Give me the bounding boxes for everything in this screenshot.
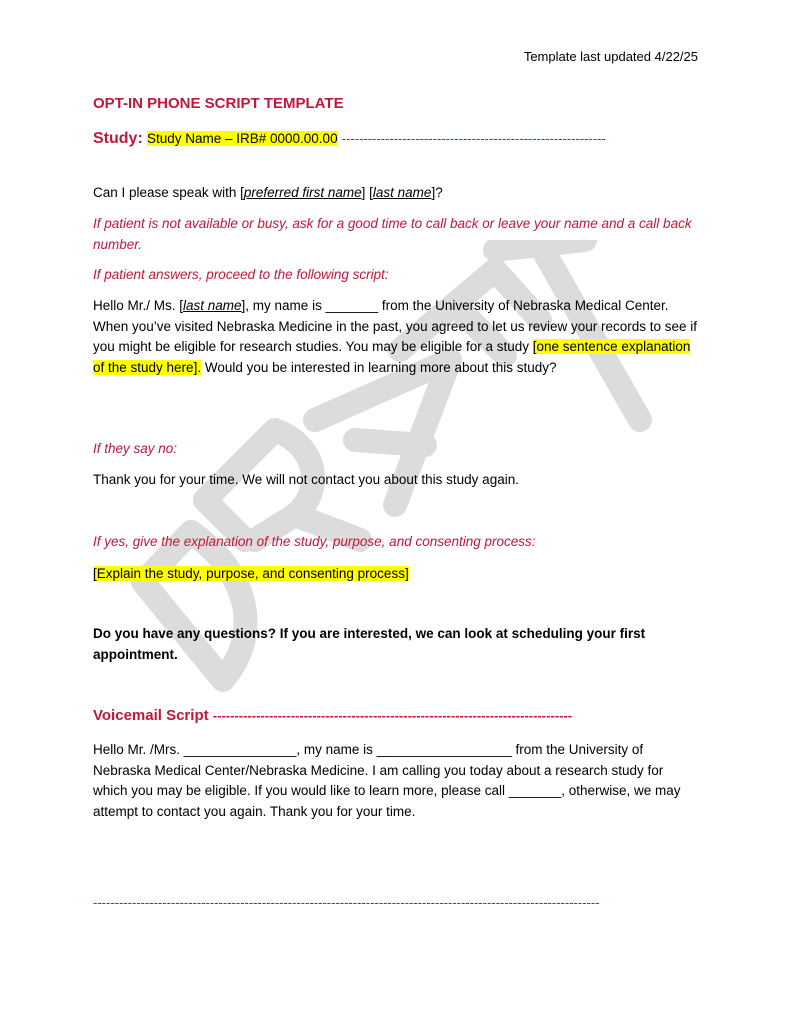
study-dashes: ------------------------------------------------------------- — [341, 131, 606, 146]
intro-part-2: ], my name is _______ from the University of Nebraska Medical Center. When you’ve visited Nebraska Medicine in the past, you agreed to let us review your records to see if you might be eligible for research studies. You may be eligible for a study — [93, 298, 698, 354]
study-explanation-placeholder: [one sentence explanation of the study here]. — [93, 339, 691, 375]
intro-part-1: Hello Mr./ Ms. [ — [93, 298, 184, 313]
opening-question — [93, 183, 698, 204]
intro-script — [93, 296, 698, 378]
opening-prefix: Can I please speak with [ — [93, 185, 244, 200]
study-name-field: Study Name – IRB# 0000.00.00 — [146, 131, 338, 146]
opening-suffix: ]? — [431, 185, 443, 200]
voicemail-heading: Voicemail Script — [93, 707, 209, 724]
explain-placeholder-line — [93, 564, 698, 585]
opening-mid: ] [ — [361, 185, 373, 200]
instruction-answers: If patient answers, proceed to the following script: — [93, 267, 389, 282]
instruction-not-available: If patient is not available or busy, ask for a good time to call back or leave your name and a call back number. — [93, 216, 692, 252]
preferred-first-name-placeholder: preferred first name — [243, 185, 362, 200]
voicemail-heading-line — [93, 707, 703, 724]
template-updated-date: Template last updated 4/22/25 — [523, 49, 698, 64]
voicemail-text: Hello Mr. /Mrs. _______________, my name is __________________ from the University of Nebraska Medical Center/Nebraska Medicine. I am calling you today about a research study for which you may be eligible. If you would like to learn more, please call _______, otherwise, we may attempt to contact you again. Thank you for your time. — [93, 742, 681, 819]
explain-placeholder: [Explain the study, purpose, and consenting process] — [93, 566, 409, 581]
no-response-text: Thank you for your time. We will not contact you about this study again. — [93, 472, 519, 487]
bottom-divider: --------------------------------------------------------------------------------------------------------------------- — [93, 895, 600, 910]
questions-text: Do you have any questions? If you are interested, we can look at scheduling your first appointment. — [93, 626, 646, 662]
voicemail-dashes: ----------------------------------------------------------------------------------- — [212, 708, 573, 723]
study-line — [93, 130, 703, 148]
last-name-placeholder: last name — [372, 185, 432, 200]
intro-part-3: Would you be interested in learning more about this study? — [201, 359, 557, 375]
intro-last-name-placeholder: last name — [183, 298, 242, 313]
instruction-yes: If yes, give the explanation of the study, purpose, and consenting process: — [93, 534, 536, 549]
study-label: Study: — [93, 130, 143, 147]
page-title: OPT-IN PHONE SCRIPT TEMPLATE — [93, 95, 344, 112]
instruction-no: If they say no: — [93, 441, 178, 456]
